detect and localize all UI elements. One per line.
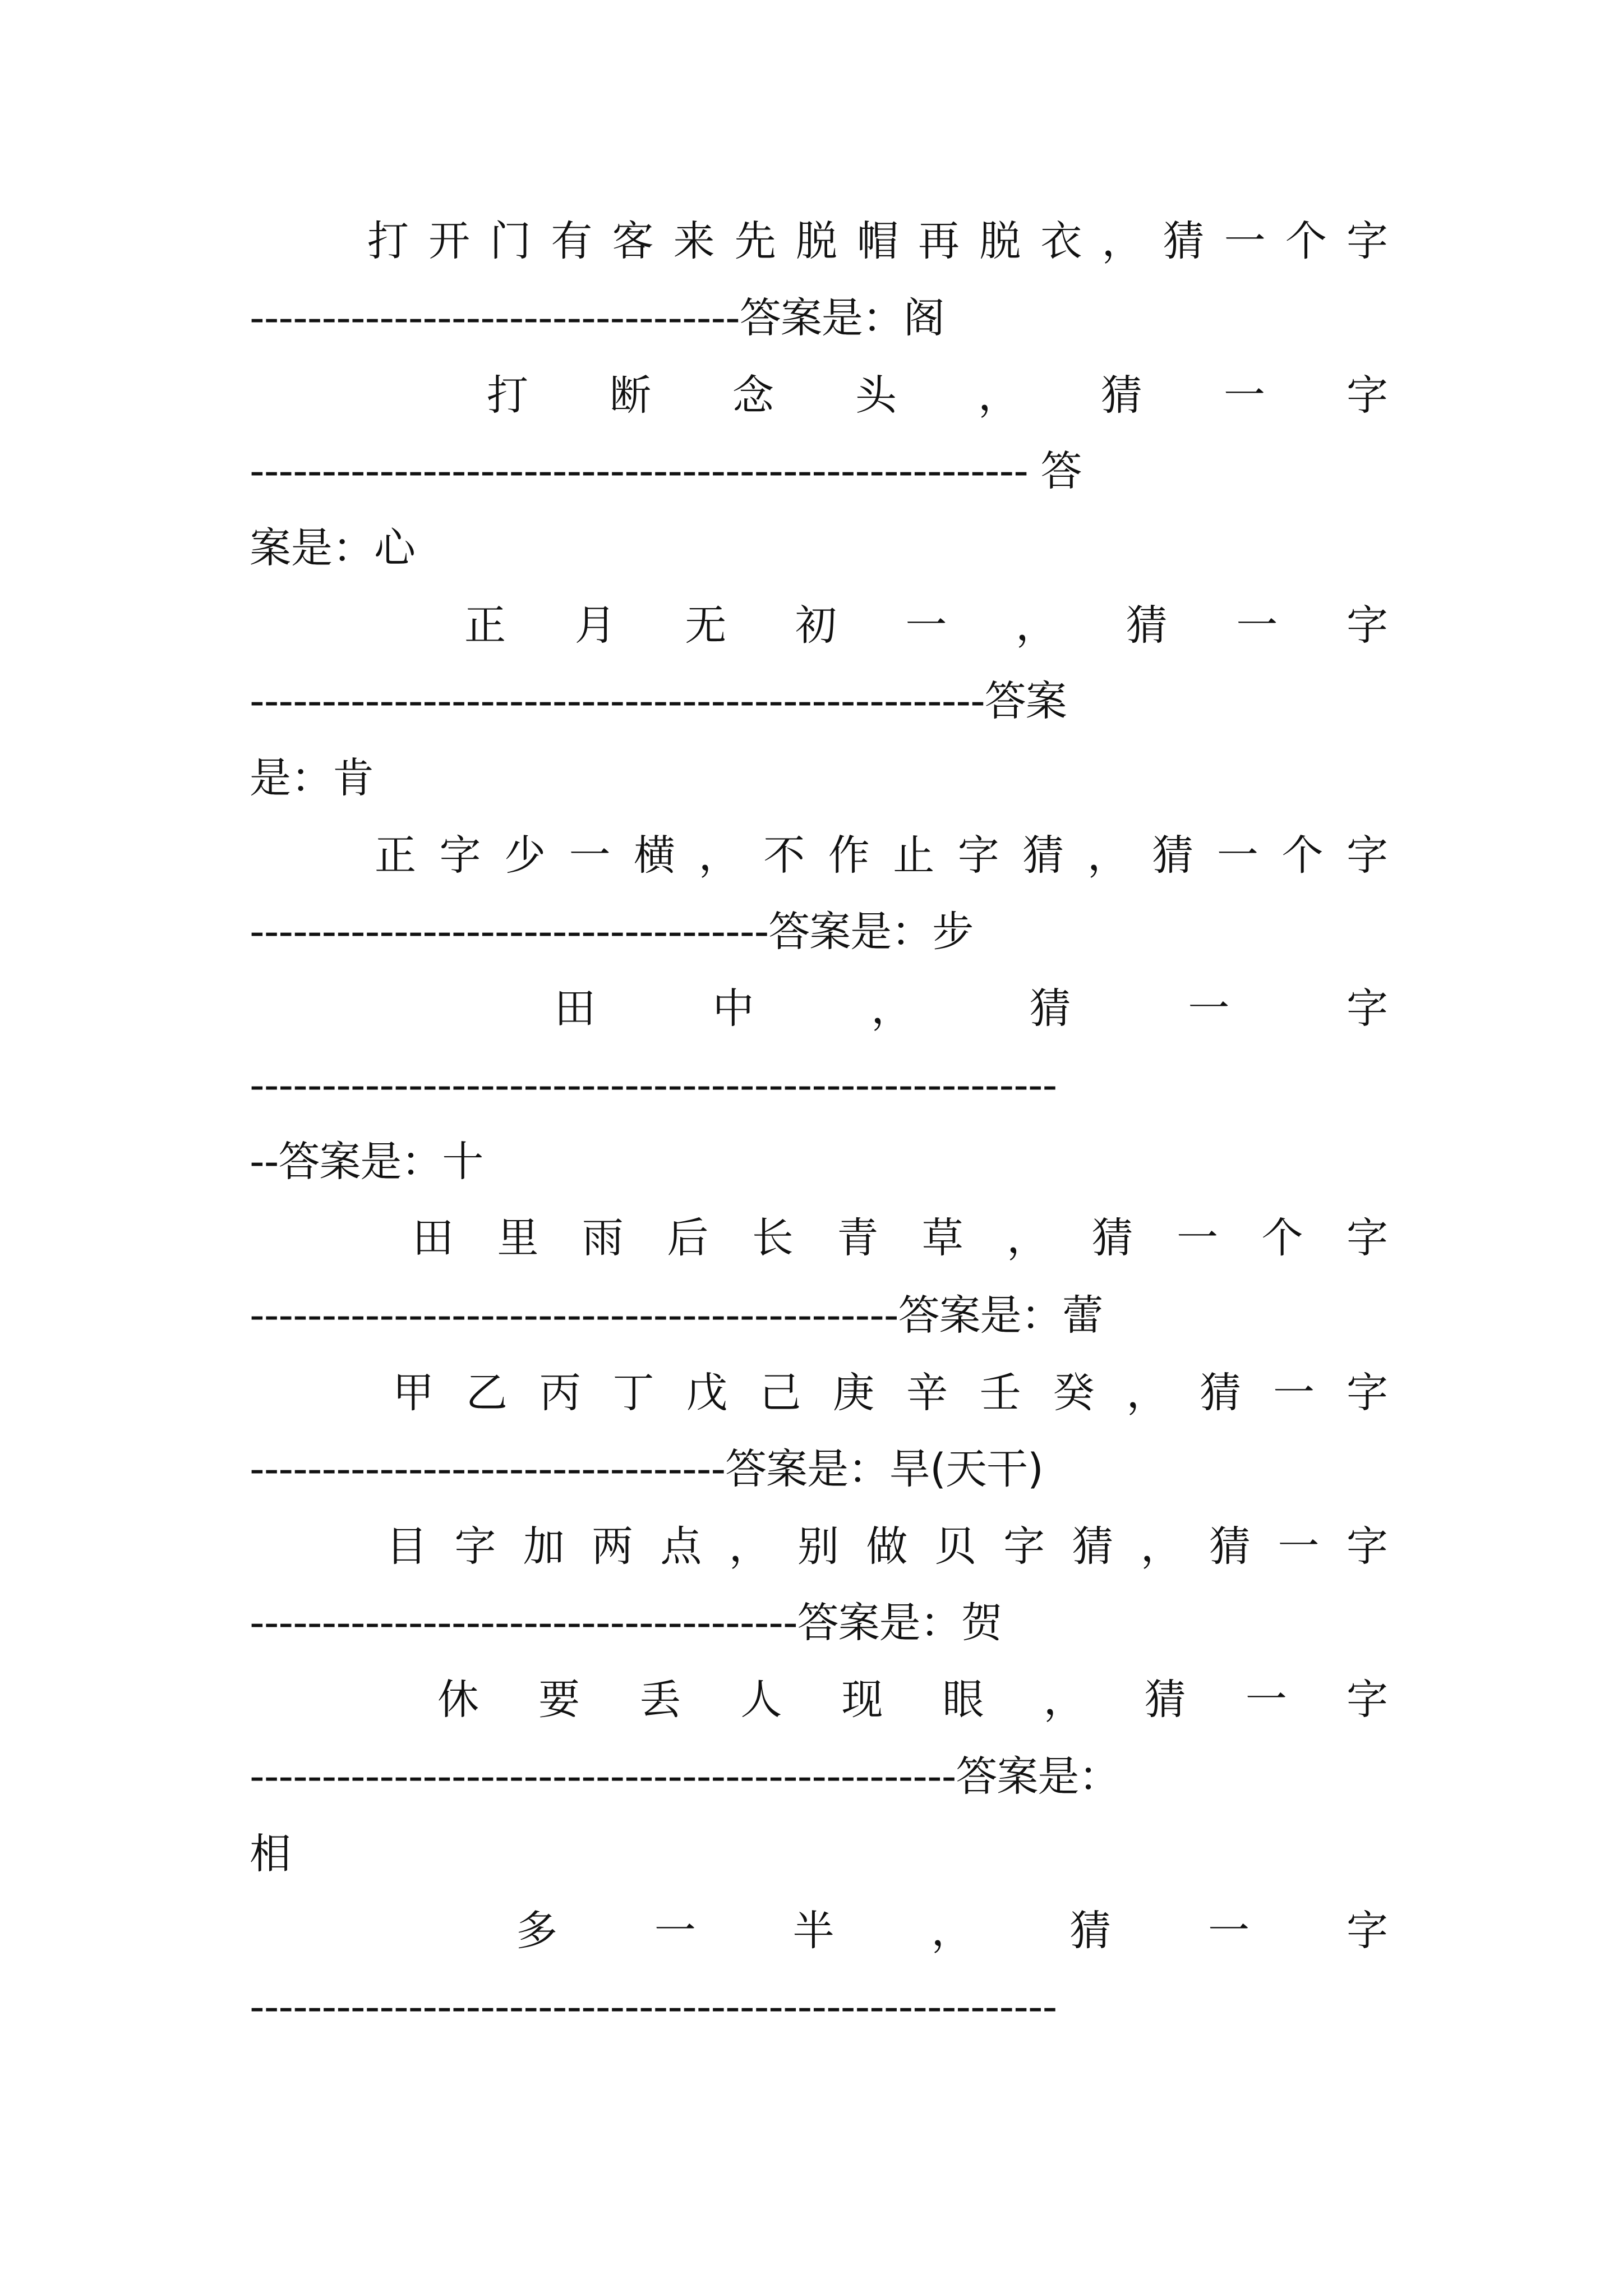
riddle-char: 脱 [795, 217, 837, 265]
riddle-char: 现 [841, 1676, 883, 1724]
riddle-char: 帽 [857, 217, 898, 265]
riddle-char: 正 [375, 831, 416, 880]
riddle-char: 横 [634, 831, 676, 880]
riddle-char: 一 [1236, 601, 1278, 650]
riddle-char: 一 [905, 601, 947, 650]
riddle-text-line: --------------------------------------答案是：贺 [250, 1599, 1002, 1647]
riddle-char: ， [978, 371, 1020, 420]
riddle-text-line: -------------------------------------------------答案是： [250, 1752, 1120, 1801]
riddle-char: 有 [551, 217, 593, 265]
riddle-char: 里 [497, 1214, 539, 1262]
riddle-char: 辛 [906, 1369, 948, 1417]
riddle-char: 少 [504, 831, 546, 880]
riddle-char: 后 [667, 1214, 709, 1262]
riddle-char: 乙 [465, 1369, 508, 1417]
riddle-text-line: --答案是：十 [250, 1138, 483, 1186]
riddle-question-line [412, 1207, 1388, 1269]
riddle-char: 字 [1346, 831, 1388, 880]
riddle-char: 猜 [1163, 217, 1205, 265]
riddle-char: 先 [734, 217, 776, 265]
riddle-char: 一 [569, 831, 611, 880]
riddle-char: 一 [1188, 984, 1230, 1033]
riddle-char: 衣 [1040, 217, 1082, 265]
riddle-char: 字 [1347, 371, 1388, 420]
riddle-char: 丙 [539, 1369, 581, 1417]
riddle-char: 打 [487, 371, 528, 420]
riddle-question-line [437, 1669, 1388, 1731]
riddle-text-line: ------------------------------------------------------ 答 [250, 447, 1082, 495]
riddle-char: 雨 [582, 1214, 624, 1262]
riddle-char: 甲 [393, 1369, 434, 1417]
riddle-char: 猜 [1152, 831, 1194, 880]
riddle-char: 癸 [1053, 1369, 1095, 1417]
riddle-char: 人 [740, 1676, 782, 1724]
riddle-char: 猜 [1022, 831, 1064, 880]
riddle-char: 来 [673, 217, 715, 265]
riddle-char: 正 [464, 601, 506, 650]
riddle-char: 两 [592, 1522, 634, 1571]
riddle-char: 个 [1281, 831, 1324, 880]
riddle-char: 贝 [934, 1522, 976, 1571]
riddle-char: ， [1101, 217, 1144, 265]
riddle-char: 猜 [1072, 1522, 1114, 1571]
riddle-text-line: 案是：心 [250, 524, 416, 572]
riddle-char: 断 [610, 371, 651, 420]
riddle-char: 打 [367, 217, 409, 265]
riddle-text-line: 相 [250, 1830, 291, 1878]
riddle-char: 眼 [942, 1676, 984, 1724]
riddle-char: 要 [538, 1676, 580, 1724]
riddle-char: 客 [612, 217, 654, 265]
riddle-char: 一 [1177, 1214, 1219, 1262]
riddle-char: 别 [797, 1522, 840, 1571]
riddle-char: 中 [712, 984, 754, 1033]
riddle-char: 一 [1224, 371, 1265, 420]
riddle-char: ， [728, 1522, 771, 1571]
riddle-char: 猜 [1091, 1214, 1133, 1262]
riddle-char: 点 [660, 1522, 702, 1571]
riddle-char: 猜 [1029, 984, 1071, 1033]
riddle-char: 一 [1245, 1676, 1287, 1724]
riddle-char: 字 [1346, 1214, 1388, 1262]
riddle-char: 丢 [639, 1676, 681, 1724]
riddle-char: 字 [1346, 984, 1388, 1033]
riddle-char: 猜 [1101, 371, 1142, 420]
riddle-char: ， [1016, 601, 1058, 650]
riddle-text-line: -------------------------------------------------------- [250, 1983, 1057, 2031]
riddle-char: 多 [516, 1907, 557, 1955]
riddle-question-line [464, 595, 1388, 656]
riddle-text-line: ---------------------------------------------------答案 [250, 677, 1067, 725]
riddle-char: 长 [751, 1214, 794, 1262]
riddle-char: 字 [454, 1522, 496, 1571]
riddle-char: 月 [574, 601, 616, 650]
riddle-text-line: ---------------------------------------------答案是：蕾 [250, 1291, 1103, 1340]
riddle-char: 字 [1346, 1676, 1388, 1724]
riddle-char: 田 [412, 1214, 454, 1262]
riddle-char: 字 [1346, 1369, 1388, 1417]
riddle-char: 字 [1346, 1907, 1388, 1955]
riddle-char: ， [871, 984, 913, 1033]
riddle-char: 无 [685, 601, 727, 650]
riddle-char: 一 [654, 1907, 696, 1955]
riddle-text-line: ---------------------------------答案是：旱(天干) [250, 1445, 1043, 1493]
riddle-char: ， [698, 831, 740, 880]
riddle-char: 门 [490, 217, 532, 265]
riddle-char: 做 [866, 1522, 908, 1571]
riddle-char: 目 [386, 1522, 427, 1571]
riddle-question-line [393, 1362, 1388, 1424]
riddle-question-line [367, 210, 1388, 272]
riddle-char: 猜 [1126, 601, 1168, 650]
riddle-char: 一 [1278, 1522, 1320, 1571]
riddle-text-line: ------------------------------------答案是：步 [250, 908, 974, 956]
riddle-char: 一 [1273, 1369, 1315, 1417]
riddle-char: 字 [1347, 601, 1388, 650]
riddle-question-line [487, 365, 1388, 426]
riddle-char: 字 [439, 831, 481, 880]
riddle-char: 田 [554, 984, 596, 1033]
riddle-char: 一 [1224, 217, 1266, 265]
riddle-char: 半 [792, 1907, 834, 1955]
riddle-char: 再 [918, 217, 960, 265]
riddle-char: 丁 [612, 1369, 654, 1417]
riddle-question-line [516, 1900, 1388, 1962]
riddle-char: ， [1126, 1369, 1168, 1417]
riddle-char: 初 [795, 601, 837, 650]
riddle-text-line: -------------------------------------------------------- [250, 1061, 1057, 1110]
riddle-char: 己 [759, 1369, 801, 1417]
riddle-char: 猜 [1069, 1907, 1112, 1955]
riddle-text-line: ----------------------------------答案是：阁 [250, 294, 944, 342]
riddle-char: ， [1087, 831, 1129, 880]
riddle-char: 开 [428, 217, 471, 265]
riddle-char: 一 [1216, 831, 1258, 880]
riddle-char: 字 [1347, 217, 1388, 265]
riddle-char: 字 [1346, 1522, 1388, 1571]
riddle-char: 不 [763, 831, 805, 880]
riddle-char: 加 [523, 1522, 565, 1571]
riddle-question-line [375, 825, 1388, 886]
riddle-char: 休 [437, 1676, 479, 1724]
riddle-question-line [386, 1516, 1388, 1577]
riddle-char: 一 [1208, 1907, 1250, 1955]
riddle-char: 字 [1003, 1522, 1045, 1571]
riddle-char: ， [1007, 1214, 1049, 1262]
riddle-char: 青 [837, 1214, 879, 1262]
riddle-char: 壬 [979, 1369, 1021, 1417]
riddle-text-line: 是：肯 [250, 754, 374, 802]
riddle-char: ， [1140, 1522, 1182, 1571]
riddle-char: 脱 [979, 217, 1021, 265]
riddle-char: 猜 [1200, 1369, 1242, 1417]
riddle-char: 猜 [1144, 1676, 1186, 1724]
riddle-char: ， [1043, 1676, 1085, 1724]
riddle-char: 猜 [1209, 1522, 1251, 1571]
riddle-char: 止 [893, 831, 935, 880]
riddle-char: 草 [921, 1214, 963, 1262]
riddle-question-line [554, 978, 1388, 1039]
riddle-char: 庚 [833, 1369, 875, 1417]
riddle-char: 字 [957, 831, 999, 880]
riddle-char: 戊 [686, 1369, 728, 1417]
riddle-char: 念 [732, 371, 774, 420]
riddle-char: 个 [1261, 1214, 1303, 1262]
riddle-char: 作 [828, 831, 870, 880]
riddle-char: 头 [855, 371, 897, 420]
riddle-char: 个 [1285, 217, 1327, 265]
riddle-char: ， [931, 1907, 973, 1955]
